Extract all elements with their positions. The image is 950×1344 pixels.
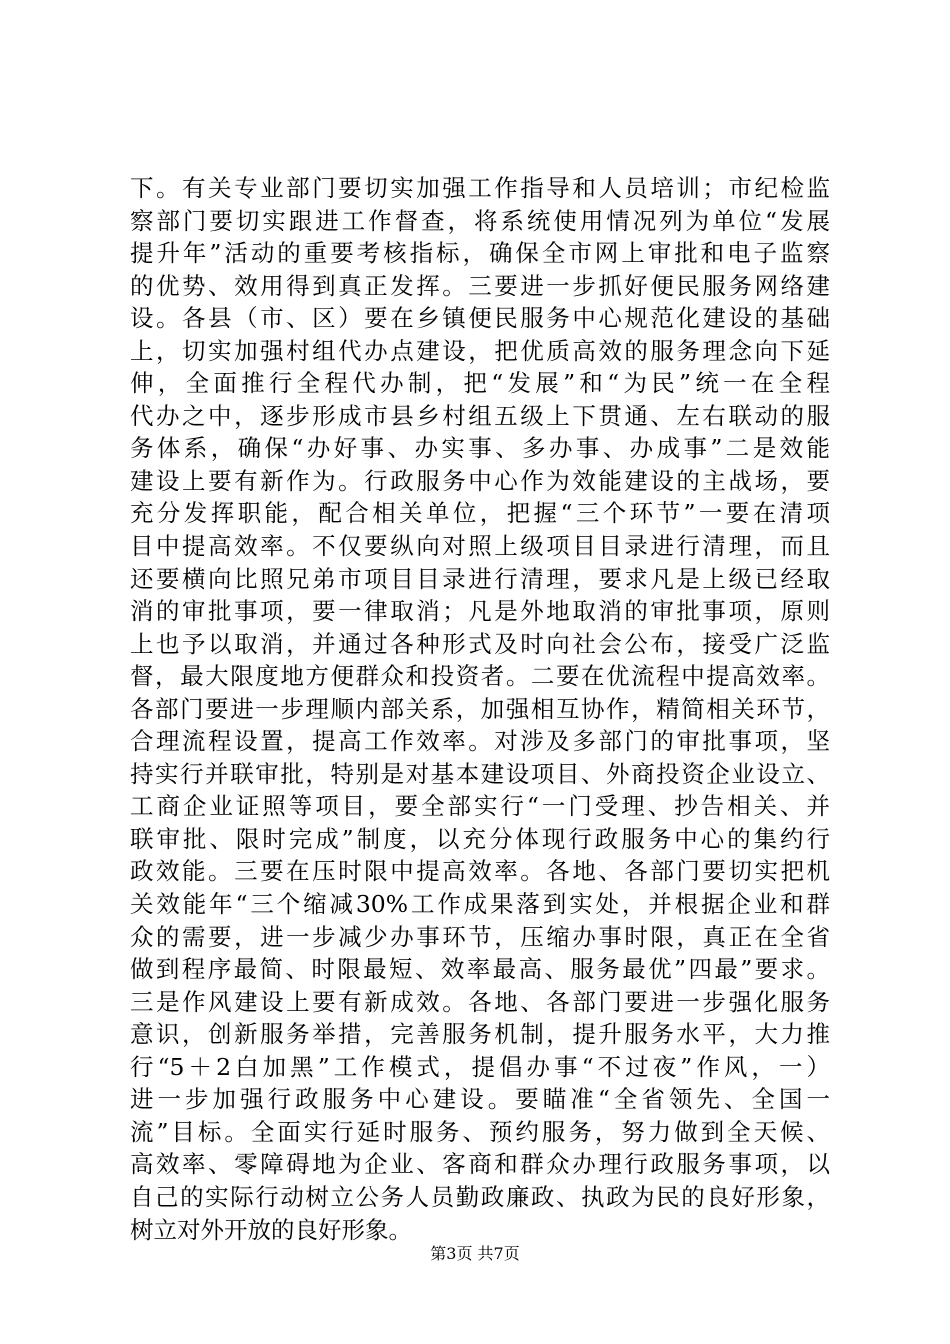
text-line: 工商企业证照等项目，要全部实行“一门受理、抄告相关、并	[130, 792, 830, 821]
text-line: 代办之中，逐步形成市县乡村组五级上下贯通、左右联动的服	[130, 401, 830, 430]
text-line: 做到程序最简、时限最短、效率最高、服务最优”四最”要求。	[130, 955, 830, 984]
text-line: 自己的实际行动树立公务人员勤政廉政、执政为民的良好形象，	[130, 1182, 830, 1211]
page-footer: 第3页 共7页	[430, 1244, 520, 1263]
text-line-last: 树立对外开放的良好形象。	[130, 1215, 412, 1244]
text-line: 充分发挥职能，配合相关单位，把握“三个环节”一要在清项	[130, 499, 830, 528]
text-line: 各部门要进一步理顺内部关系，加强相互协作，精简相关环节，	[130, 694, 830, 723]
text-line: 上，切实加强村组代办点建设，把优质高效的服务理念向下延	[130, 336, 830, 365]
text-line: 行“5＋2白加黑”工作模式，提倡办事“不过夜”作风，一）	[130, 1052, 830, 1081]
text-line: 督，最大限度地方便群众和投资者。二要在优流程中提高效率。	[130, 662, 830, 691]
text-line: 进一步加强行政服务中心建设。要瞄准“全省领先、全国一	[130, 1085, 830, 1114]
text-line: 上也予以取消，并通过各种形式及时向社会公布，接受广泛监	[130, 629, 830, 658]
text-line: 三是作风建设上要有新成效。各地、各部门要进一步强化服务	[130, 987, 830, 1016]
text-line: 下。有关专业部门要切实加强工作指导和人员培训；市纪检监	[130, 174, 830, 202]
text-line: 设。各县（市、区）要在乡镇便民服务中心规范化建设的基础	[130, 304, 830, 333]
text-line: 的优势、效用得到真正发挥。三要进一步抓好便民服务网络建	[130, 271, 830, 300]
text-line: 提升年”活动的重要考核指标，确保全市网上审批和电子监察	[130, 239, 830, 268]
text-line: 高效率、零障碍地为企业、客商和群众办理行政服务事项，以	[130, 1150, 830, 1179]
text-line: 伸，全面推行全程代办制，把“发展”和“为民”统一在全程	[130, 369, 830, 398]
body-text	[130, 172, 830, 1246]
text-line: 联审批、限时完成”制度，以充分体现行政服务中心的集约行	[130, 824, 830, 853]
text-line: 察部门要切实跟进工作督查，将系统使用情况列为单位“发展	[130, 206, 830, 235]
text-line: 建设上要有新作为。行政服务中心作为效能建设的主战场，要	[130, 466, 830, 495]
text-line: 政效能。三要在压时限中提高效率。各地、各部门要切实把机	[130, 857, 830, 886]
text-line: 务体系，确保“办好事、办实事、多办事、办成事”二是效能	[130, 434, 830, 463]
text-line: 目中提高效率。不仅要纵向对照上级项目目录进行清理，而且	[130, 532, 830, 561]
text-line: 关效能年“三个缩减30%工作成果落到实处，并根据企业和群	[130, 890, 830, 919]
text-line: 持实行并联审批，特别是对基本建设项目、外商投资企业设立、	[130, 759, 830, 788]
text-line: 合理流程设置，提高工作效率。对涉及多部门的审批事项，坚	[130, 727, 830, 756]
text-line: 意识，创新服务举措，完善服务机制，提升服务水平，大力推	[130, 1020, 830, 1049]
text-line: 还要横向比照兄弟市项目目录进行清理，要求凡是上级已经取	[130, 564, 830, 593]
text-line: 流”目标。全面实行延时服务、预约服务，努力做到全天候、	[130, 1117, 830, 1146]
text-line: 众的需要，进一步减少办事环节，压缩办事时限，真正在全省	[130, 922, 830, 951]
text-line: 消的审批事项，要一律取消；凡是外地取消的审批事项，原则	[130, 597, 830, 626]
